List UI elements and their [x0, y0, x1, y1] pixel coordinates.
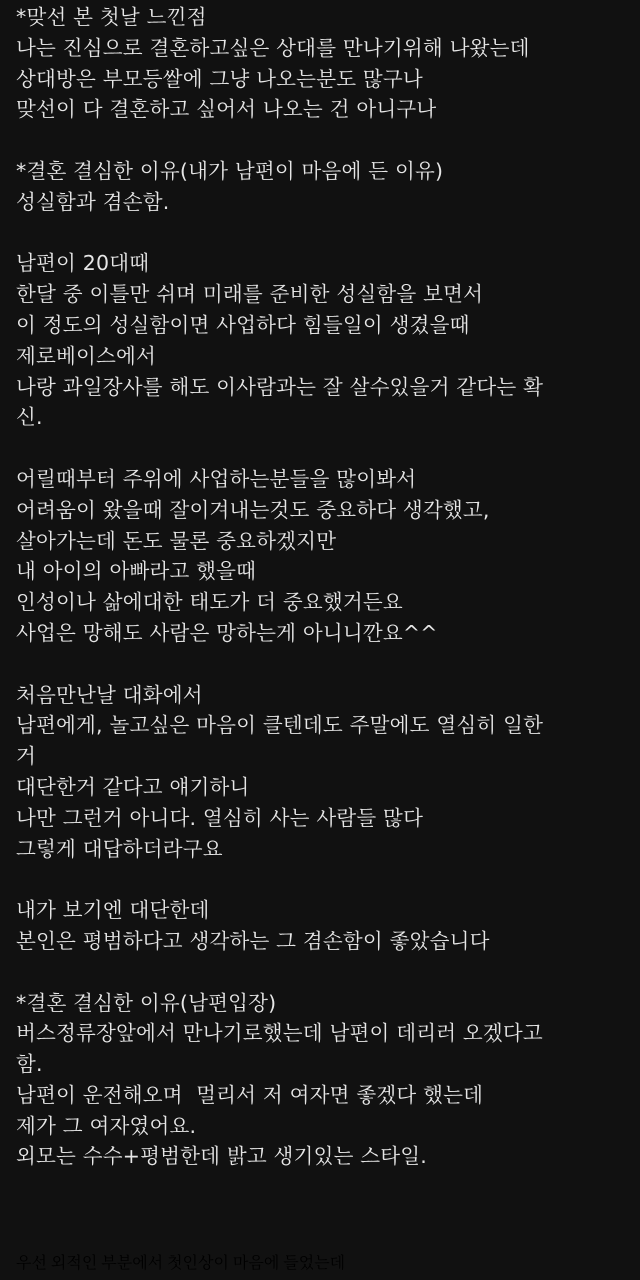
text-line: 한달 중 이틀만 쉬며 미래를 준비한 성실함을 보면서: [16, 282, 484, 307]
text-line: 버스정류장앞에서 만나기로했는데 남편이 데리러 오겠다고: [16, 1021, 543, 1046]
text-line: *맞선 본 첫날 느낀점: [16, 5, 207, 29]
paragraph-gap: [16, 433, 628, 464]
section-first-conversation: [16, 680, 628, 865]
text-line: 우선 외적인 부분에서 첫인상이 마음에 들었는데: [16, 1255, 346, 1272]
paragraph-gap: [16, 957, 628, 988]
paragraph-gap: [16, 218, 628, 249]
text-line: 어려움이 왔을때 잘이겨내는것도 중요하다 생각했고,: [16, 497, 490, 522]
text-line: 제가 그 여자였어요.: [16, 1113, 197, 1138]
text-line: 어릴때부터 주위에 사업하는분들을 많이봐서: [16, 466, 417, 491]
text-line: 인성이나 삶에대한 태도가 더 중요했거든요: [16, 590, 403, 615]
section-first-impression: [16, 2, 628, 125]
text-line: 맞선이 다 결혼하고 싶어서 나오는 건 아니구나: [16, 97, 437, 122]
text-line: 살아가는데 돈도 물론 중요하겠지만: [16, 528, 337, 553]
text-line: 처음만난날 대화에서: [16, 682, 203, 707]
text-line: 사업은 망해도 사람은 망하는게 아니니깐요^^: [16, 620, 438, 645]
text-line: 그렇게 대답하더라구요: [16, 836, 223, 861]
text-line: *결혼 결심한 이유(남편입장): [16, 990, 277, 1015]
text-line: 거: [16, 744, 37, 769]
section-humility: [16, 895, 628, 957]
text-line: 남편에게, 놀고싶은 마음이 클텐데도 주말에도 열심히 일한: [16, 713, 544, 738]
section-decision-reason: [16, 156, 628, 218]
text-line: 성실함과 겸손함.: [16, 189, 170, 214]
text-line: 이 정도의 성실함이면 사업하다 힘들일이 생겼을때: [16, 312, 470, 337]
text-line: 대단한거 같다고 얘기하니: [16, 774, 250, 799]
text-line: 내가 보기엔 대단한데: [16, 898, 210, 923]
paragraph-gap: [16, 864, 628, 895]
text-line: 제로베이스에서: [16, 343, 157, 368]
text-line: 남편이 20대때: [16, 251, 150, 276]
text-line: 본인은 평범하다고 생각하는 그 겸손함이 좋았습니다: [16, 928, 490, 953]
paragraph-gap: [16, 649, 628, 680]
text-line: 남편이 운전해오며 멀리서 저 여자면 좋겠다 했는데: [16, 1082, 484, 1107]
text-line: *결혼 결심한 이유(내가 남편이 마음에 든 이유): [16, 158, 444, 183]
text-line: 상대방은 부모등쌀에 그냥 나오는분도 많구나: [16, 66, 423, 91]
text-line: 나랑 과일장사를 해도 이사람과는 잘 살수있을거 같다는 확: [16, 374, 544, 399]
text-line: 함.: [16, 1052, 43, 1077]
cut-off-line: [16, 1250, 628, 1280]
post-body: [16, 2, 628, 1172]
paragraph-gap: [16, 125, 628, 156]
section-husband-view: [16, 988, 628, 1173]
text-line: 신.: [16, 405, 43, 430]
section-character: [16, 464, 628, 649]
text-line: 내 아이의 아빠라고 했을때: [16, 559, 257, 584]
text-line: 나는 진심으로 결혼하고싶은 상대를 만나기위해 나왔는데: [16, 35, 530, 60]
section-diligence: [16, 248, 628, 433]
text-line: 외모는 수수+평범한데 밝고 생기있는 스타일.: [16, 1144, 428, 1169]
text-line: 나만 그런거 아니다. 열심히 사는 사람들 많다: [16, 805, 424, 830]
